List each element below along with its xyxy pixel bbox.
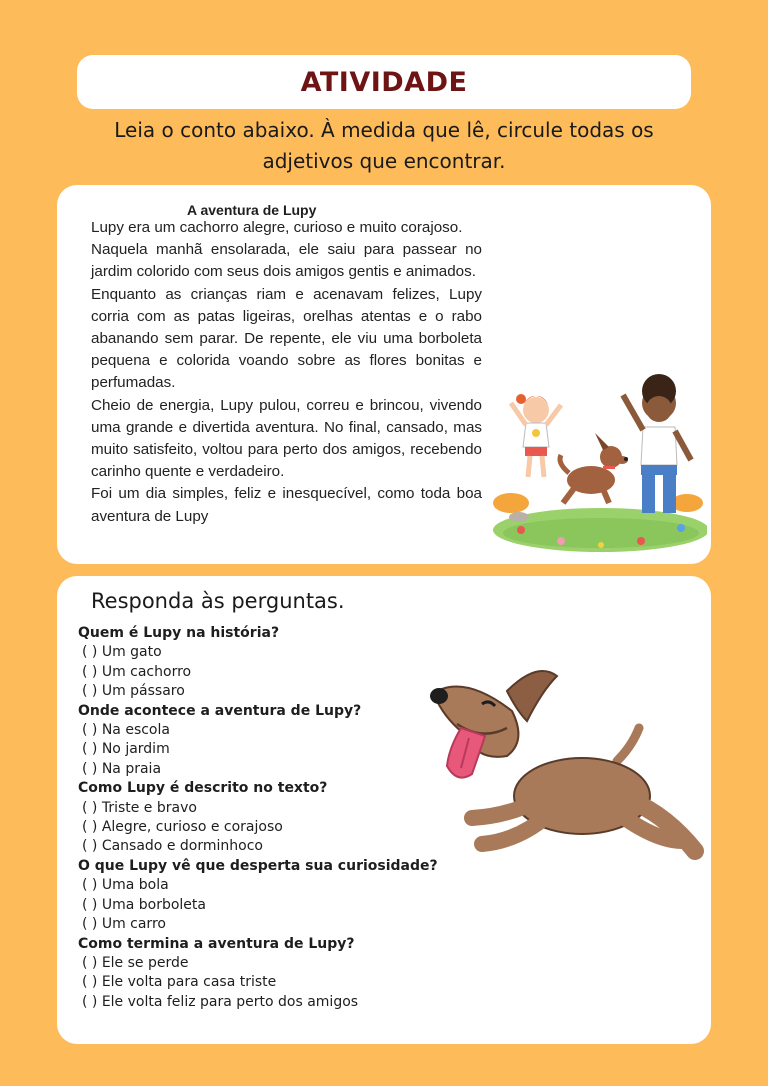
answer-option: ( ) No jardim <box>82 741 170 758</box>
story-card <box>57 185 711 564</box>
answer-option: ( ) Uma bola <box>82 877 169 894</box>
answer-option: ( ) Um cachorro <box>82 663 192 680</box>
answer-option: ( ) Um carro <box>82 916 166 933</box>
story-paragraph: Cheio de energia, Lupy pulou, correu e brincou, vivendo uma grande e divertida aventura. No final, cansado, mas muito satisfeito, voltou para perto dos amigos, recebendo carinho quente e verdadeiro. <box>91 396 482 481</box>
answer-option: ( ) Triste e bravo <box>82 799 197 816</box>
kids-and-dog-illustration <box>491 365 707 555</box>
page-title: ATIVIDADE <box>300 66 468 98</box>
story-text <box>91 217 482 528</box>
story-paragraph: Enquanto as crianças riam e acenavam felizes, Lupy corria com as patas ligeiras, orelhas atentas e o rabo abanando sem parar. De repente, ele viu uma borboleta pequena e colorida voando sobre as flores bonitas e perfumadas. <box>91 285 482 392</box>
answer-option: ( ) Cansado e dorminhoco <box>82 838 263 855</box>
story-paragraph: Foi um dia simples, feliz e inesquecível, como toda boa aventura de Lupy <box>91 485 482 525</box>
answer-option: ( ) Uma borboleta <box>82 896 206 913</box>
instruction-text: Leia o conto abaixo. À medida que lê, circule todas os adjetivos que encontrar. <box>114 118 654 173</box>
answer-option: ( ) Na escola <box>82 722 170 739</box>
answer-option: ( ) Ele volta para casa triste <box>82 974 277 991</box>
answer-option: ( ) Ele volta feliz para perto dos amigos <box>82 993 359 1010</box>
answer-option: ( ) Alegre, curioso e corajoso <box>82 819 283 836</box>
question-2: Onde acontece a aventura de Lupy? <box>78 702 362 719</box>
question-1: Quem é Lupy na história? <box>78 625 280 641</box>
question-list <box>78 624 438 1012</box>
question-4: O que Lupy vê que desperta sua curiosidade? <box>78 857 438 874</box>
answer-option: ( ) Um pássaro <box>82 683 185 700</box>
questions-header: Responda às perguntas. <box>91 589 345 613</box>
story-paragraph: Lupy era um cachorro alegre, curioso e muito corajoso. <box>91 219 463 236</box>
title-banner <box>77 55 691 109</box>
answer-option: ( ) Na praia <box>82 760 162 777</box>
answer-option: ( ) Ele se perde <box>82 954 189 971</box>
questions-card <box>57 576 711 1044</box>
running-dog-illustration <box>427 666 707 886</box>
story-paragraph: Naquela manhã ensolarada, ele saiu para passear no jardim colorido com seus dois amigos gentis e animados. <box>91 241 482 281</box>
question-5: Como termina a aventura de Lupy? <box>78 935 355 952</box>
story-title: A aventura de Lupy <box>187 202 317 218</box>
answer-option: ( ) Um gato <box>82 644 162 661</box>
question-3: Como Lupy é descrito no texto? <box>78 780 328 797</box>
